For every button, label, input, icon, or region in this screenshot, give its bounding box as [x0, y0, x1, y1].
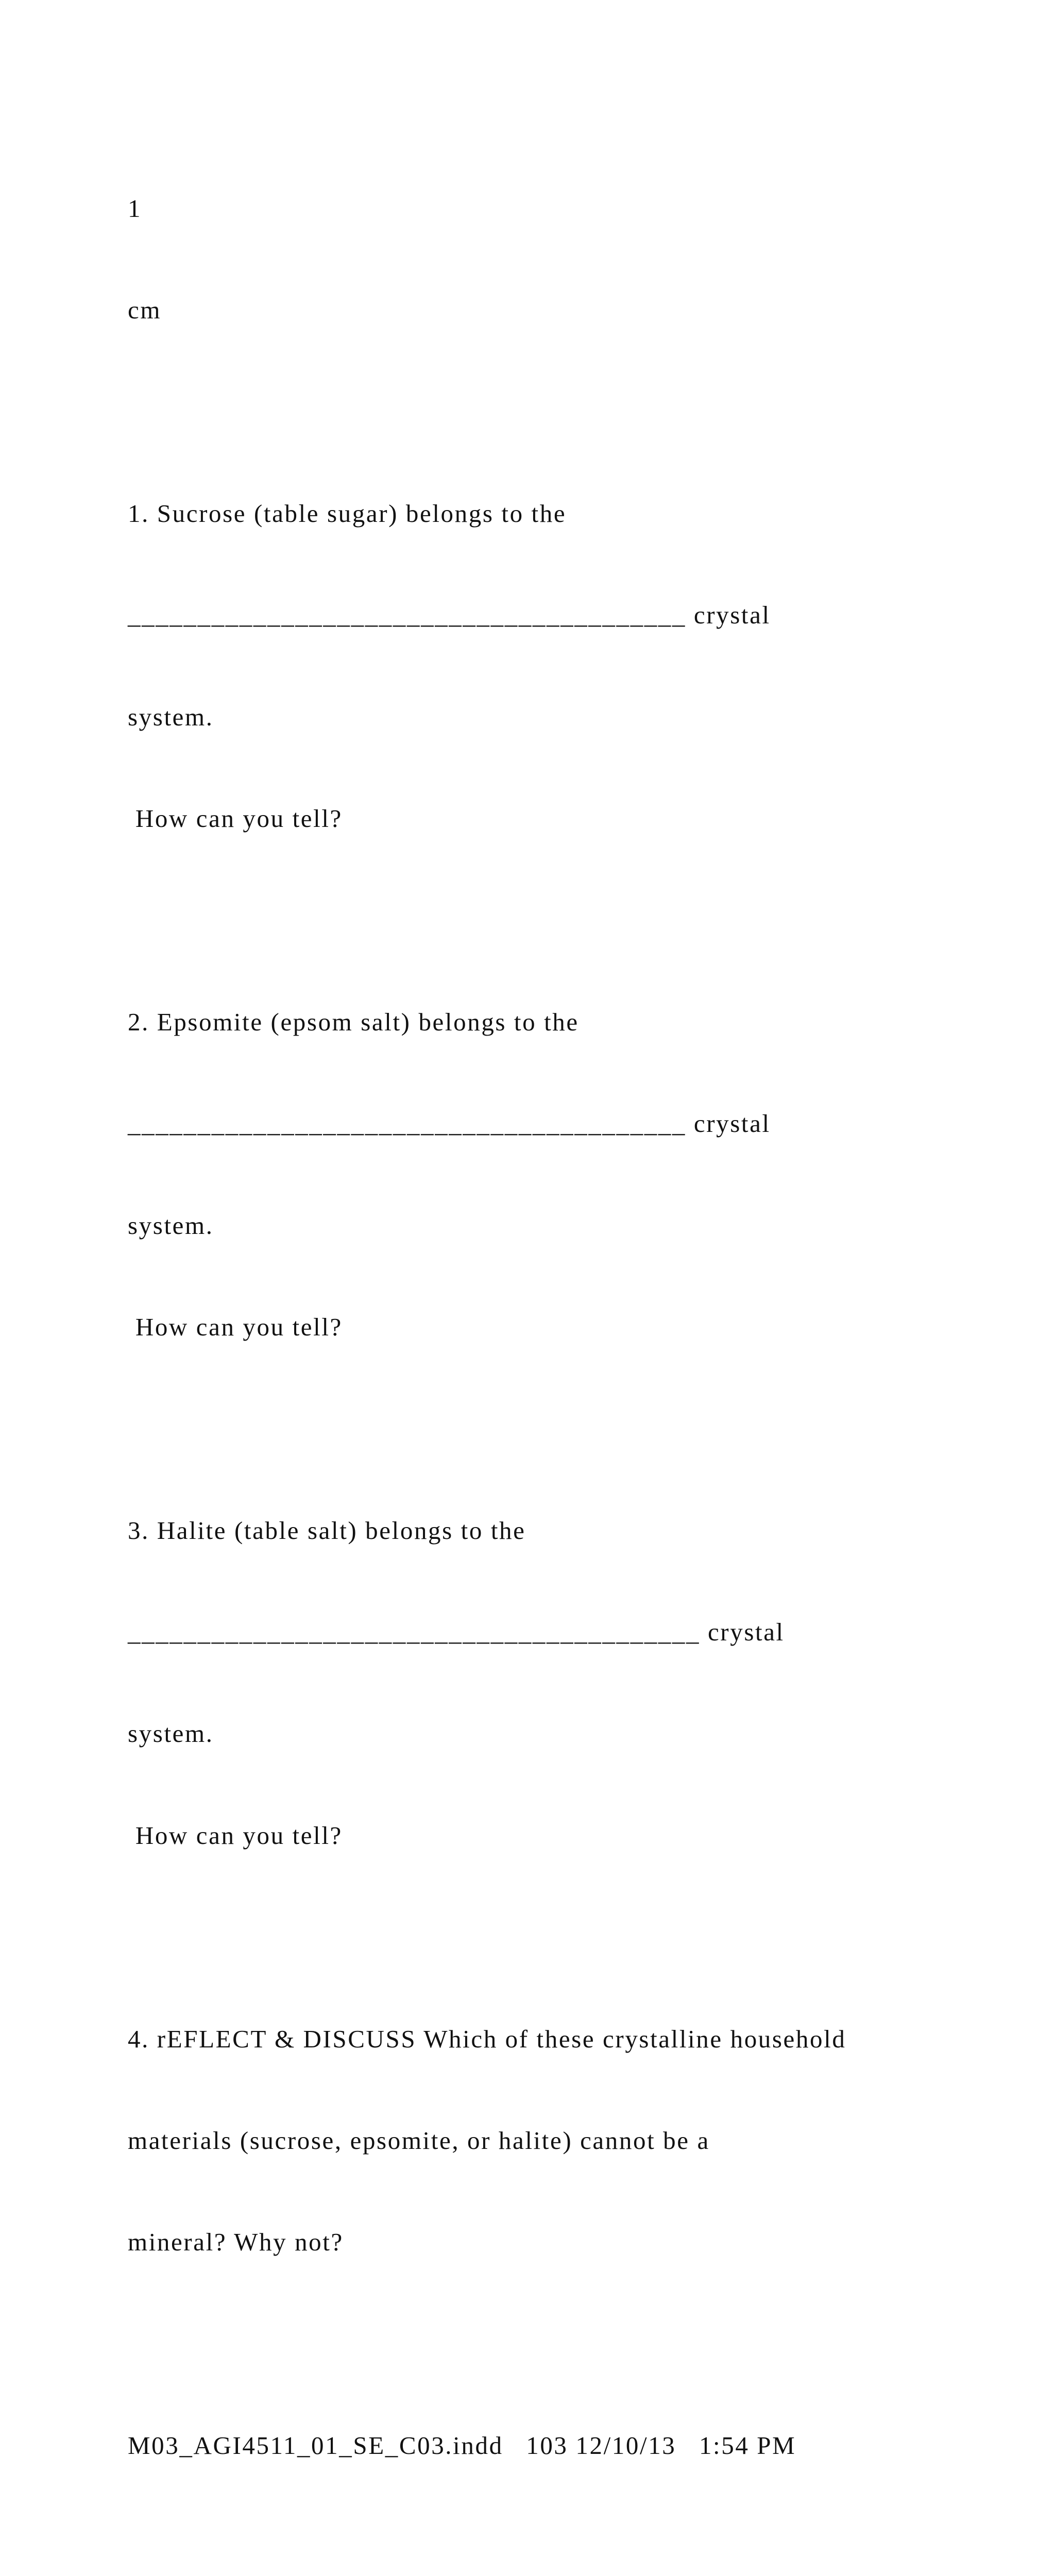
text-line: mineral? Why not?	[128, 2228, 344, 2257]
text-line: system.	[128, 1719, 214, 1748]
question-2: 2. Epsomite (epsom salt) belongs to the	[128, 1007, 579, 1036]
question-4: 4. rEFLECT & DISCUSS Which of these crystalline household	[128, 2024, 846, 2053]
text-line: How can you tell?	[128, 804, 343, 833]
text-line: system.	[128, 1211, 214, 1240]
answer-blank-1: ________________________________________ crystal	[128, 601, 771, 630]
blank-line	[128, 395, 1003, 429]
question-3: 3. Halite (table salt) belongs to the	[128, 1516, 526, 1545]
document-page	[128, 124, 1003, 2576]
blank-line	[128, 2327, 1003, 2361]
text-line: materials (sucrose, epsomite, or halite) cannot be a	[128, 2126, 710, 2155]
blank-line	[128, 2531, 1003, 2565]
question-1: 1. Sucrose (table sugar) belongs to the	[128, 499, 567, 528]
blank-line	[128, 903, 1003, 937]
text-line: How can you tell?	[128, 1312, 343, 1341]
answer-blank-3: _________________________________________ crystal	[128, 1618, 785, 1647]
text-line: How can you tell?	[128, 1821, 343, 1850]
blank-line	[128, 1412, 1003, 1446]
text-line: system.	[128, 702, 214, 731]
answer-blank-2: ________________________________________ crystal	[128, 1109, 771, 1138]
text-line: cm	[128, 295, 162, 324]
blank-line	[128, 1920, 1003, 1954]
file-footer: M03_AGI4511_01_SE_C03.indd 103 12/10/13 1:54 PM	[128, 2431, 796, 2460]
text-line: 1	[128, 194, 142, 223]
